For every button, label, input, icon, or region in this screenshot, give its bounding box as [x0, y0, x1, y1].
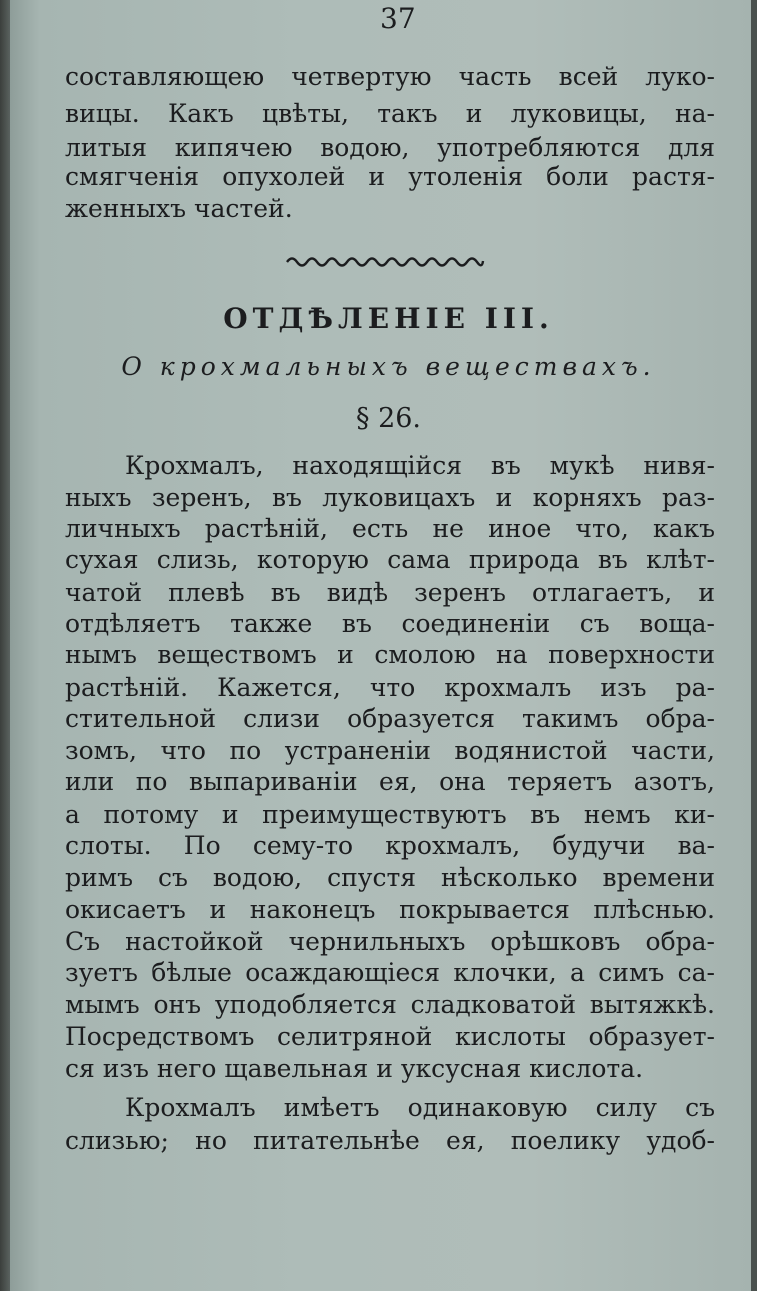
text-line: вицы. Какъ цвѣты, такъ и луковицы, на- [65, 99, 715, 128]
text-line: нымъ веществомъ и смолою на поверхности [65, 640, 715, 669]
text-line: чатой плевѣ въ видѣ зеренъ отлагаетъ, и [65, 578, 715, 607]
text-line: женныхъ частей. [65, 194, 293, 223]
text-line: слоты. По сему-то крохмалъ, будучи ва- [65, 831, 715, 860]
section-title: ОТДѢЛЕНІЕ III. [223, 302, 554, 335]
text-line: литыя кипячею водою, употребляются для [65, 133, 715, 162]
text-line: растѣній. Кажется, что крохмалъ изъ ра- [65, 673, 715, 702]
paragraph-number: § 26. [355, 403, 422, 434]
book-page [10, 0, 751, 1291]
text-line: сухая слизь, которую сама природа въ клѣт- [65, 545, 715, 574]
text-line: слизью; но питательнѣе ея, поелику удоб- [65, 1126, 715, 1155]
text-line: мымъ онъ уподобляется сладковатой вытяжкѣ. [65, 990, 715, 1019]
text-line: стительной слизи образуется такимъ обра- [65, 704, 715, 733]
text-line: или по выпариваніи ея, она теряетъ азотъ, [65, 767, 715, 796]
section-subtitle: О крохмальныхъ веществахъ. [121, 352, 656, 381]
page-edge [751, 0, 757, 1291]
text-line: составляющею четвертую часть всей луко- [65, 62, 715, 91]
text-line: окисаетъ и наконецъ покрывается плѣснью. [65, 895, 715, 924]
text-line: Посредствомъ селитряной кислоты образует- [65, 1022, 715, 1051]
text-line: Крохмалъ имѣетъ одинаковую силу съ [125, 1093, 715, 1122]
text-line: Съ настойкой чернильныхъ орѣшковъ обра- [65, 927, 715, 956]
text-line: а потому и преимуществуютъ въ немъ ки- [65, 800, 715, 829]
text-line: Крохмалъ, находящійся въ мукѣ нивя- [125, 451, 715, 480]
text-line: римъ съ водою, спустя нѣсколько времени [65, 863, 715, 892]
text-line: личныхъ растѣній, есть не иное что, какъ [65, 514, 715, 543]
book-gutter [0, 0, 10, 1291]
text-line: зомъ, что по устраненіи водянистой части, [65, 736, 715, 765]
text-line: ся изъ него щавельная и уксусная кислота. [65, 1054, 644, 1083]
ornament-divider [285, 253, 485, 269]
text-line: отдѣляетъ также въ соединеніи съ воща- [65, 609, 715, 638]
text-line: ныхъ зеренъ, въ луковицахъ и корняхъ раз- [65, 483, 715, 512]
text-line: зуетъ бѣлые осаждающіеся клочки, а симъ са- [65, 958, 715, 987]
page-number: 37 [380, 2, 416, 35]
text-line: смягченія опухолей и утоленія боли растя- [65, 162, 715, 191]
